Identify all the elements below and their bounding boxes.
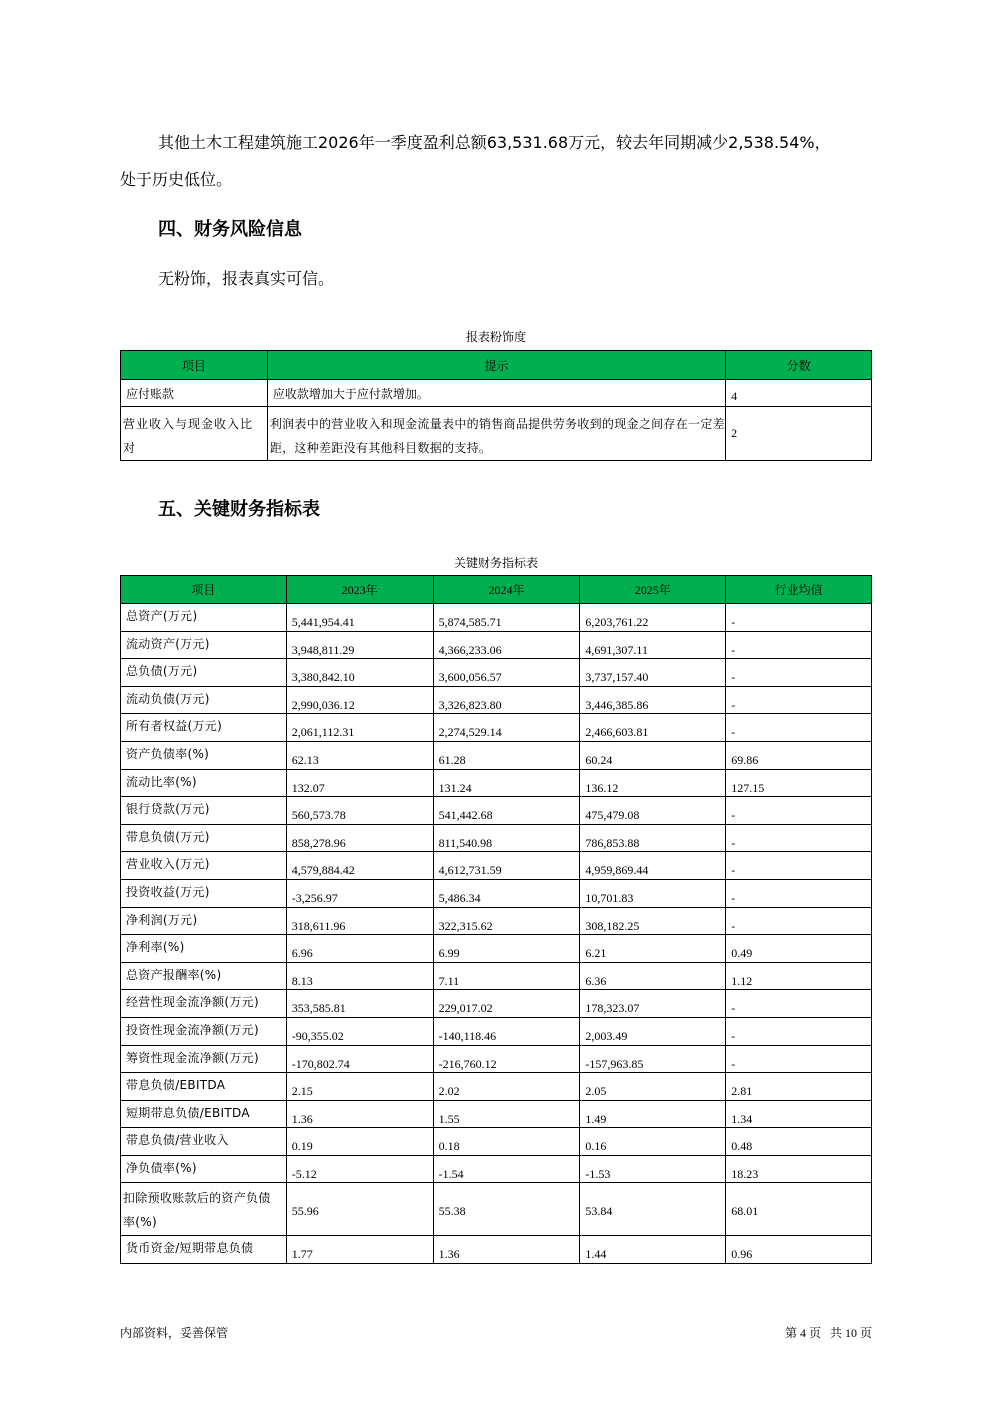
table-cell: 1.36: [433, 1236, 580, 1264]
table-cell: 5,441,954.41: [286, 604, 433, 632]
table-cell: 2: [726, 407, 872, 461]
table-cell: -: [726, 1017, 872, 1045]
table-cell: 1.12: [726, 962, 872, 990]
table-cell: -90,355.02: [286, 1017, 433, 1045]
table-cell: 3,326,823.80: [433, 686, 580, 714]
table-cell: 1.36: [286, 1100, 433, 1128]
key-indicators-table: [120, 575, 872, 1264]
table-cell: 资产负债率(%): [121, 741, 287, 769]
table-row: [121, 741, 872, 769]
table-cell: 总负债(万元): [121, 659, 287, 687]
intro-line-2: 处于历史低位。: [120, 170, 233, 189]
column-header: 分数: [726, 351, 872, 380]
column-header: 2024年: [433, 576, 580, 604]
table-cell: 0.48: [726, 1128, 872, 1156]
table-cell: 4,366,233.06: [433, 631, 580, 659]
table-cell: 应收款增加大于应付款增加。: [267, 380, 725, 407]
table-cell: -216,760.12: [433, 1045, 580, 1073]
table-cell: -: [726, 907, 872, 935]
table-cell: -: [726, 824, 872, 852]
table-row: [121, 1128, 872, 1156]
table-cell: 4: [726, 380, 872, 407]
table-cell: 858,278.96: [286, 824, 433, 852]
table-cell: 2.02: [433, 1073, 580, 1101]
table-row: [121, 407, 872, 461]
table-cell: 筹资性现金流净额(万元): [121, 1045, 287, 1073]
table-cell: 2.15: [286, 1073, 433, 1101]
table-cell: 55.96: [286, 1183, 433, 1236]
table-cell: 18.23: [726, 1155, 872, 1183]
table-cell: 3,380,842.10: [286, 659, 433, 687]
table-cell: 总资产报酬率(%): [121, 962, 287, 990]
table-cell: 0.19: [286, 1128, 433, 1156]
table-cell: -140,118.46: [433, 1017, 580, 1045]
table-row: [121, 1236, 872, 1264]
table-row: [121, 686, 872, 714]
column-header: 项目: [121, 351, 268, 380]
table-row: [121, 380, 872, 407]
table-cell: 流动资产(万元): [121, 631, 287, 659]
table-2-caption: 关键财务指标表: [453, 556, 538, 570]
table-cell: 银行贷款(万元): [121, 797, 287, 825]
table-cell: 扣除预收账款后的资产负债率(%): [121, 1183, 287, 1236]
table-cell: 10,701.83: [580, 879, 726, 907]
table-cell: 62.13: [286, 741, 433, 769]
table-row: [121, 1017, 872, 1045]
table-cell: -: [726, 631, 872, 659]
table-cell: 短期带息负债/EBITDA: [121, 1100, 287, 1128]
table-cell: 53.84: [580, 1183, 726, 1236]
table-row: [121, 990, 872, 1018]
table-cell: 1.44: [580, 1236, 726, 1264]
table-cell: 净负债率(%): [121, 1155, 287, 1183]
table-cell: -170,802.74: [286, 1045, 433, 1073]
table-cell: 经营性现金流净额(万元): [121, 990, 287, 1018]
table-cell: 132.07: [286, 769, 433, 797]
table-cell: 2,061,112.31: [286, 714, 433, 742]
table-cell: 1.77: [286, 1236, 433, 1264]
table-cell: 322,315.62: [433, 907, 580, 935]
table-cell: 0.96: [726, 1236, 872, 1264]
table-row: [121, 1073, 872, 1101]
table-cell: 4,612,731.59: [433, 852, 580, 880]
table-cell: 318,611.96: [286, 907, 433, 935]
table-cell: 60.24: [580, 741, 726, 769]
table-cell: 流动负债(万元): [121, 686, 287, 714]
table-header-row: [121, 576, 872, 604]
table-cell: 4,579,884.42: [286, 852, 433, 880]
table-cell: -: [726, 879, 872, 907]
table-row: [121, 604, 872, 632]
table-cell: -1.54: [433, 1155, 580, 1183]
table-cell: 178,323.07: [580, 990, 726, 1018]
table-cell: 6.99: [433, 935, 580, 963]
table-cell: 应付账款: [121, 380, 268, 407]
table-header-row: [121, 351, 872, 380]
table-cell: 560,573.78: [286, 797, 433, 825]
section-5-heading: 五、关键财务指标表: [158, 499, 320, 520]
table-cell: 136.12: [580, 769, 726, 797]
table-cell: 投资收益(万元): [121, 879, 287, 907]
table-cell: 利润表中的营业收入和现金流量表中的销售商品提供劳务收到的现金之间存在一定差距，这种差距没有其他科目数据的支持。: [267, 407, 725, 461]
table-cell: 2.05: [580, 1073, 726, 1101]
table-cell: -: [726, 686, 872, 714]
table-row: [121, 659, 872, 687]
table-cell: 2,274,529.14: [433, 714, 580, 742]
intro-line-1: 其他土木工程建筑施工2026年一季度盈利总额63,531.68万元，较去年同期减少2,538.54%，: [158, 133, 831, 152]
table-cell: 0.49: [726, 935, 872, 963]
table-cell: 4,691,307.11: [580, 631, 726, 659]
table-cell: 总资产(万元): [121, 604, 287, 632]
table-cell: 127.15: [726, 769, 872, 797]
table-cell: 7.11: [433, 962, 580, 990]
section-4-text: 无粉饰，报表真实可信。: [158, 269, 335, 288]
table-cell: 61.28: [433, 741, 580, 769]
table-cell: 带息负债/营业收入: [121, 1128, 287, 1156]
table-cell: 营业收入与现金收入比对: [121, 407, 268, 461]
table-row: [121, 631, 872, 659]
table-cell: 6,203,761.22: [580, 604, 726, 632]
table-cell: 475,479.08: [580, 797, 726, 825]
table-cell: -: [726, 990, 872, 1018]
table-cell: 带息负债(万元): [121, 824, 287, 852]
table-cell: 353,585.81: [286, 990, 433, 1018]
table-cell: 541,442.68: [433, 797, 580, 825]
table-row: [121, 962, 872, 990]
table-cell: 69.86: [726, 741, 872, 769]
table-cell: 6.36: [580, 962, 726, 990]
column-header: 项目: [121, 576, 287, 604]
table-cell: -157,963.85: [580, 1045, 726, 1073]
table-cell: 308,182.25: [580, 907, 726, 935]
table-cell: 所有者权益(万元): [121, 714, 287, 742]
table-cell: -: [726, 659, 872, 687]
table-cell: 投资性现金流净额(万元): [121, 1017, 287, 1045]
table-cell: 带息负债/EBITDA: [121, 1073, 287, 1101]
table-cell: 3,948,811.29: [286, 631, 433, 659]
table-1-caption: 报表粉饰度: [465, 330, 526, 344]
table-cell: 5,874,585.71: [433, 604, 580, 632]
table-cell: 4,959,869.44: [580, 852, 726, 880]
table-cell: 2,990,036.12: [286, 686, 433, 714]
table-cell: 786,853.88: [580, 824, 726, 852]
table-row: [121, 797, 872, 825]
table-row: [121, 907, 872, 935]
table-cell: 净利润(万元): [121, 907, 287, 935]
table-row: [121, 852, 872, 880]
table-cell: 3,737,157.40: [580, 659, 726, 687]
table-cell: 2,466,603.81: [580, 714, 726, 742]
table-row: [121, 824, 872, 852]
table-cell: 3,446,385.86: [580, 686, 726, 714]
table-row: [121, 714, 872, 742]
table-cell: 3,600,056.57: [433, 659, 580, 687]
table-cell: 营业收入(万元): [121, 852, 287, 880]
table-cell: 8.13: [286, 962, 433, 990]
table-cell: -: [726, 714, 872, 742]
table-row: [121, 1155, 872, 1183]
table-cell: -1.53: [580, 1155, 726, 1183]
table-row: [121, 1183, 872, 1236]
whitewash-table: [120, 350, 872, 461]
column-header: 2023年: [286, 576, 433, 604]
table-cell: 811,540.98: [433, 824, 580, 852]
table-cell: -5.12: [286, 1155, 433, 1183]
table-cell: 5,486.34: [433, 879, 580, 907]
table-row: [121, 1100, 872, 1128]
table-row: [121, 879, 872, 907]
column-header: 提示: [267, 351, 725, 380]
table-cell: 2,003.49: [580, 1017, 726, 1045]
table-row: [121, 935, 872, 963]
page-number: 第 4 页 共 10 页: [784, 1326, 872, 1340]
table-cell: 1.55: [433, 1100, 580, 1128]
table-cell: 净利率(%): [121, 935, 287, 963]
footer-note: 内部资料，妥善保管: [120, 1326, 229, 1340]
table-cell: 流动比率(%): [121, 769, 287, 797]
column-header: 行业均值: [726, 576, 872, 604]
table-row: [121, 1045, 872, 1073]
table-cell: 0.18: [433, 1128, 580, 1156]
table-cell: 131.24: [433, 769, 580, 797]
table-cell: -: [726, 852, 872, 880]
table-cell: -: [726, 604, 872, 632]
table-cell: -3,256.97: [286, 879, 433, 907]
table-cell: -: [726, 797, 872, 825]
table-cell: 6.21: [580, 935, 726, 963]
table-cell: 0.16: [580, 1128, 726, 1156]
table-cell: 2.81: [726, 1073, 872, 1101]
table-cell: 1.34: [726, 1100, 872, 1128]
table-cell: 229,017.02: [433, 990, 580, 1018]
table-cell: 6.96: [286, 935, 433, 963]
table-row: [121, 769, 872, 797]
table-cell: 货币资金/短期带息负债: [121, 1236, 287, 1264]
table-cell: 1.49: [580, 1100, 726, 1128]
table-cell: 68.01: [726, 1183, 872, 1236]
table-cell: -: [726, 1045, 872, 1073]
table-cell: 55.38: [433, 1183, 580, 1236]
section-4-heading: 四、财务风险信息: [158, 219, 302, 240]
column-header: 2025年: [580, 576, 726, 604]
